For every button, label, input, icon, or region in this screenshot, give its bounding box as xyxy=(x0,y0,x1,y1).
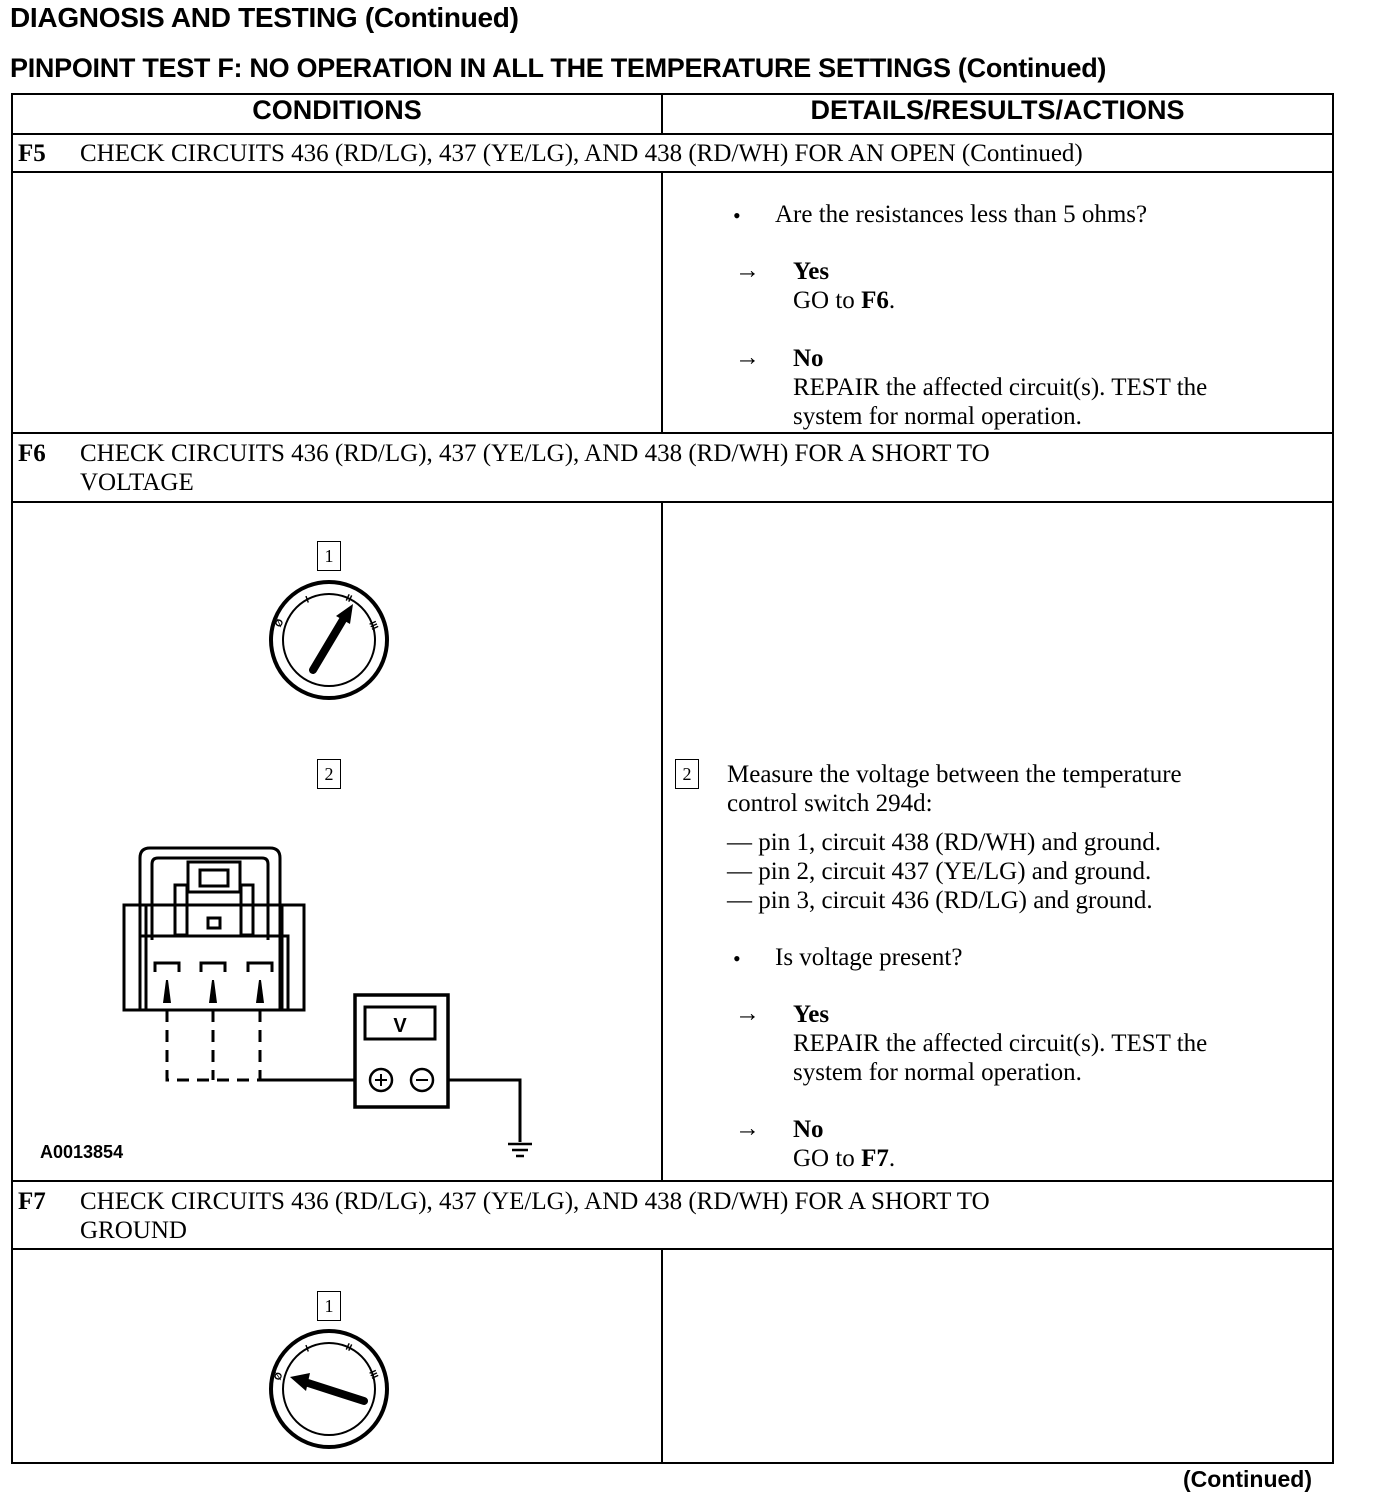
meter-label: V xyxy=(393,1015,407,1037)
switch-position-label: Ø xyxy=(272,1370,286,1383)
instruction-line: control switch 294d: xyxy=(727,790,933,817)
step-id: F7 xyxy=(18,1188,46,1215)
table-rule xyxy=(11,171,1334,173)
f6-yes-block xyxy=(793,1000,1207,1087)
step-title: CHECK CIRCUITS 436 (RD/LG), 437 (YE/LG), AND 438 (RD/WH) FOR AN OPEN (Continued) xyxy=(80,140,1083,167)
no-label: No xyxy=(793,1116,824,1143)
step-title xyxy=(80,439,1320,497)
no-action xyxy=(793,1144,895,1173)
yes-action xyxy=(793,286,895,315)
step-id: F6 xyxy=(18,440,46,467)
ignition-switch-run-icon xyxy=(260,580,400,705)
page-title: DIAGNOSIS AND TESTING (Continued) xyxy=(10,2,519,33)
step-number-box: 1 xyxy=(317,541,341,571)
bullet-icon: • xyxy=(733,203,741,228)
pin-list xyxy=(727,828,1161,915)
step-number-box: 2 xyxy=(317,759,341,789)
column-header-conditions: CONDITIONS xyxy=(252,95,422,125)
table-rule xyxy=(11,1462,1334,1464)
switch-position-label: III xyxy=(366,619,380,632)
arrow-right-icon: → xyxy=(735,1115,760,1142)
switch-position-label: I xyxy=(304,594,311,606)
table-rule xyxy=(1332,93,1334,1464)
switch-position-label: III xyxy=(366,1368,380,1381)
list-item: — pin 3, circuit 436 (RD/LG) and ground. xyxy=(727,887,1153,914)
arrow-right-icon: → xyxy=(735,257,760,284)
table-rule xyxy=(661,1248,663,1464)
switch-position-label: II xyxy=(343,592,354,606)
figure-id: A0013854 xyxy=(40,1142,124,1162)
table-rule xyxy=(11,1180,1334,1182)
no-label: No xyxy=(793,345,824,372)
continued-note: (Continued) xyxy=(1183,1466,1313,1492)
f5-yes-block xyxy=(793,257,895,315)
f6-question: Is voltage present? xyxy=(775,944,963,971)
list-item: — pin 1, circuit 438 (RD/WH) and ground. xyxy=(727,829,1161,856)
table-rule xyxy=(661,501,663,1182)
yes-action-line: system for normal operation. xyxy=(793,1059,1082,1086)
step-title xyxy=(80,1187,1320,1245)
table-rule xyxy=(11,93,13,1464)
step-reference: F6 xyxy=(861,287,889,314)
step-number-box: 1 xyxy=(317,1291,341,1321)
list-item: — pin 2, circuit 437 (YE/LG) and ground. xyxy=(727,858,1152,885)
step-number-box: 2 xyxy=(675,759,699,789)
no-action-text: GO to xyxy=(793,1145,862,1172)
table-rule xyxy=(11,432,1334,434)
yes-action-line: REPAIR the affected circuit(s). TEST the xyxy=(793,1030,1208,1057)
step-title-line: GROUND xyxy=(80,1217,187,1244)
switch-position-label: Ø xyxy=(273,617,287,630)
step-id: F5 xyxy=(18,140,46,167)
step-title-line: CHECK CIRCUITS 436 (RD/LG), 437 (YE/LG), AND 438 (RD/WH) FOR A SHORT TO xyxy=(80,440,990,467)
no-action-end: . xyxy=(888,1145,896,1172)
instruction-line: Measure the voltage between the temperature xyxy=(727,761,1182,788)
f6-no-block xyxy=(793,1115,895,1173)
step-reference: F7 xyxy=(861,1145,889,1172)
f5-question: Are the resistances less than 5 ohms? xyxy=(775,201,1148,228)
yes-label: Yes xyxy=(793,258,830,285)
yes-label: Yes xyxy=(793,1001,830,1028)
yes-action-text: GO to xyxy=(793,287,862,314)
table-rule xyxy=(11,501,1334,503)
yes-action-end: . xyxy=(888,287,896,314)
table-rule xyxy=(11,1248,1334,1250)
ignition-switch-off-icon xyxy=(260,1329,400,1454)
bullet-icon: • xyxy=(733,946,741,971)
f5-no-block xyxy=(793,344,1207,431)
arrow-right-icon: → xyxy=(735,344,760,371)
pinpoint-test-title: PINPOINT TEST F: NO OPERATION IN ALL THE TEMPERATURE SETTINGS (Continued) xyxy=(10,53,1107,83)
no-action-line: system for normal operation. xyxy=(793,403,1082,430)
table-rule xyxy=(11,133,1334,135)
column-header-details: DETAILS/RESULTS/ACTIONS xyxy=(810,95,1185,125)
no-action-line: REPAIR the affected circuit(s). TEST the xyxy=(793,374,1208,401)
switch-position-label: I xyxy=(304,1343,311,1355)
step-title-line: CHECK CIRCUITS 436 (RD/LG), 437 (YE/LG), AND 438 (RD/WH) FOR A SHORT TO xyxy=(80,1188,990,1215)
f6-measure-instruction xyxy=(727,760,1182,818)
switch-position-label: II xyxy=(343,1341,354,1355)
step-title-line: VOLTAGE xyxy=(80,469,194,496)
connector-voltmeter-diagram xyxy=(110,840,540,1170)
arrow-right-icon: → xyxy=(735,1000,760,1027)
table-rule xyxy=(661,171,663,434)
